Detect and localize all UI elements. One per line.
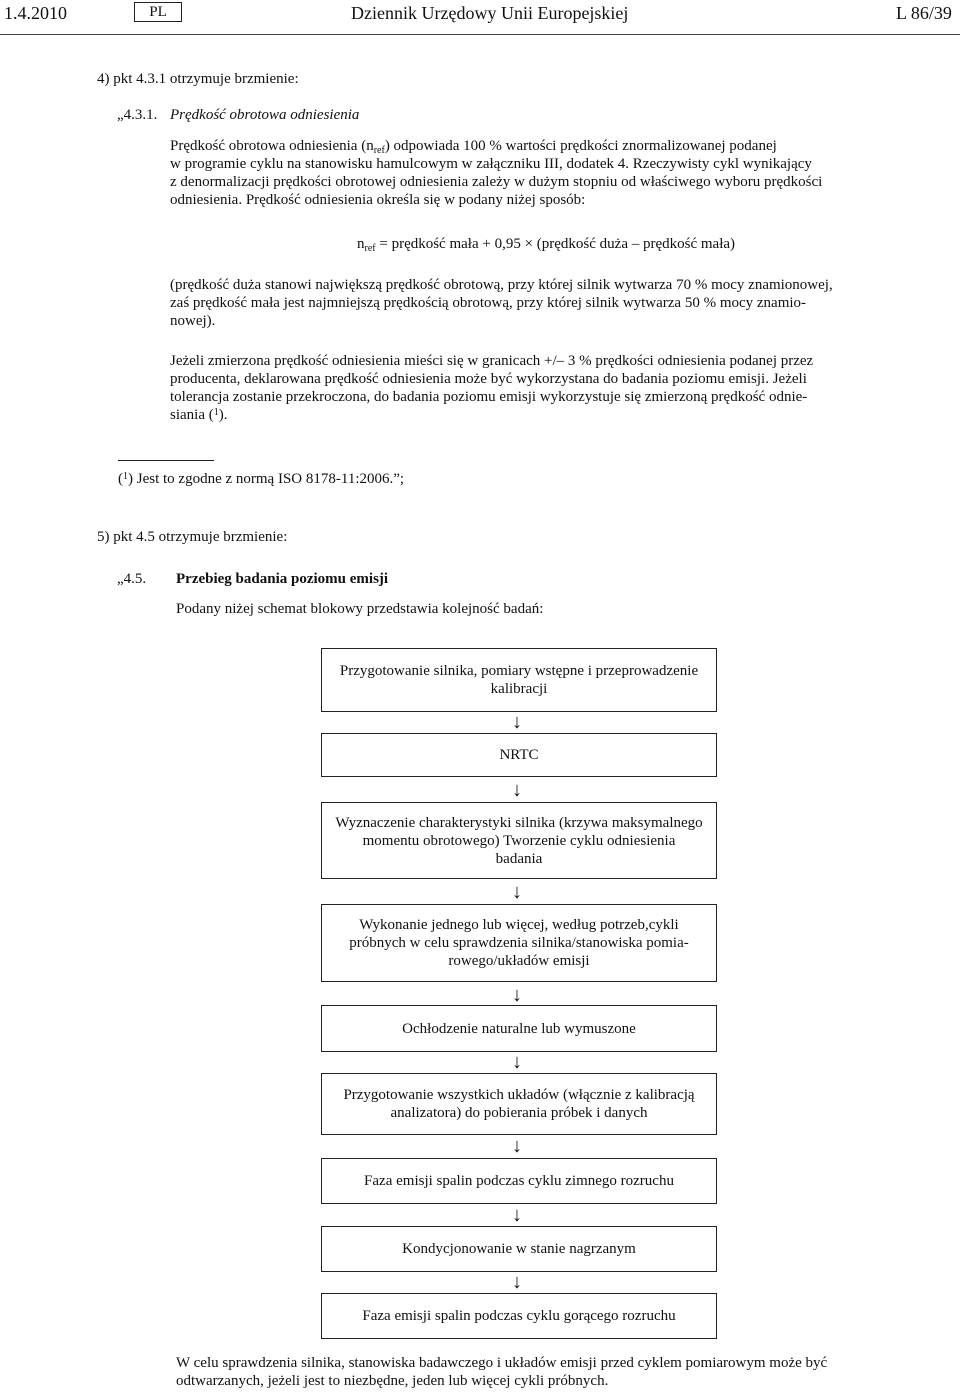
paragraph-line: zaś prędkość mała jest najmniejszą prędkością obrotową, przy której silnik wytwarza 50 % mocy znamio-	[170, 295, 807, 311]
item4-intro: 4) pkt 4.3.1 otrzymuje brzmienie:	[97, 71, 299, 87]
down-arrow-icon: ↓	[512, 1135, 522, 1157]
paragraph-line: siania ($^1$).	[170, 407, 228, 423]
header-date: 1.4.2010	[4, 3, 67, 23]
paragraph-line: W celu sprawdzenia silnika, stanowiska badawczego i układów emisji przed cyklem pomiarowym może być	[176, 1355, 828, 1371]
down-arrow-icon: ↓	[512, 1204, 522, 1226]
flowchart-step-hot-start: Faza emisji spalin podczas cyklu gorącego rozruchu	[321, 1293, 717, 1339]
item5-intro: 5) pkt 4.5 otrzymuje brzmienie:	[97, 529, 288, 545]
closing-paragraph	[176, 1354, 864, 1390]
item4-heading-title: Prędkość obrotowa odniesienia	[170, 107, 360, 123]
down-arrow-icon: ↓	[512, 1051, 522, 1073]
flowchart-step-engine-preparation: Przygotowanie silnika, pomiary wstępne i przeprowadzenie kalibracji	[321, 648, 717, 712]
paragraph-line: tolerancja zostanie przekroczona, do badania poziomu emisji wykorzystuje się zmierzoną prędkość odnie-	[170, 389, 808, 405]
flowchart-lead: Podany niżej schemat blokowy przedstawia kolejność badań:	[176, 601, 544, 617]
paragraph-line: (prędkość duża stanowi największą prędkość obrotową, przy której silnik wytwarza 70 % mocy znamionowej,	[170, 277, 833, 293]
paragraph-line: z denormalizacji prędkości obrotowej odniesienia zależy w dużym stopniu od właściwego wyboru prędkości	[170, 174, 823, 190]
flowchart-step-system-preparation: Przygotowanie wszystkich układów (włącznie z kalibracją analizatora) do pobierania próbek i danych	[321, 1073, 717, 1135]
language-badge: PL	[134, 2, 182, 22]
item4-paragraph-1	[170, 137, 864, 209]
paragraph-line: w programie cyklu na stanowisku hamulcowym w załączniku III, dodatek 4. Rzeczywisty cykl wynikający	[170, 156, 812, 172]
footnote-rule	[118, 460, 214, 461]
down-arrow-icon: ↓	[512, 881, 522, 903]
paragraph-line: nowej).	[170, 313, 216, 329]
down-arrow-icon: ↓	[512, 711, 522, 733]
down-arrow-icon: ↓	[512, 984, 522, 1006]
page-reference: L 86/39	[896, 3, 952, 23]
item5-heading-number: „4.5.	[117, 571, 147, 587]
journal-title: Dziennik Urzędowy Unii Europejskiej	[351, 3, 629, 23]
flowchart-step-cooling: Ochłodzenie naturalne lub wymuszone	[321, 1005, 717, 1052]
down-arrow-icon: ↓	[512, 779, 522, 801]
paragraph-line: Prędkość obrotowa odniesienia $(n_{ref})$ odpowiada 100 % wartości prędkości znormalizowanej podanej	[170, 138, 777, 156]
item5-heading-title: Przebieg badania poziomu emisji	[176, 571, 389, 587]
footnote: ($^1$) Jest to zgodne z normą ISO 8178-11:2006.”;	[118, 471, 405, 487]
paragraph-line: producenta, deklarowana prędkość odniesienia może być wykorzystana do badania poziomu emisji. Jeżeli	[170, 371, 807, 387]
header-rule	[0, 34, 960, 35]
flowchart-step-hot-soak: Kondycjonowanie w stanie nagrzanym	[321, 1226, 717, 1272]
item4-paragraph-3	[170, 352, 864, 424]
flowchart-step-engine-mapping: Wyznaczenie charakterystyki silnika (krzywa maksymalnego momentu obrotowego) Tworzenie cyklu odniesienia badania	[321, 802, 717, 879]
item4-heading-number: „4.3.1.	[117, 107, 158, 123]
paragraph-line: odtwarzanych, jeżeli jest to niezbędne, jeden lub więcej cykli próbnych.	[176, 1373, 609, 1389]
flowchart-step-cold-start: Faza emisji spalin podczas cyklu zimnego rozruchu	[321, 1158, 717, 1204]
flowchart-step-nrtc: NRTC	[321, 733, 717, 777]
paragraph-line: odniesienia. Prędkość odniesienia określa się w podany niżej sposób:	[170, 192, 586, 208]
item4-paragraph-2	[170, 276, 864, 330]
flowchart-step-practice-cycles: Wykonanie jednego lub więcej, według potrzeb,cykli próbnych w celu sprawdzenia silnika/stanowiska pomia- rowego/układów emisji	[321, 904, 717, 982]
reference-speed-formula: $n_{ref}$ = prędkość mała + 0,95 × (prędkość duża – prędkość mała)	[357, 236, 736, 254]
down-arrow-icon: ↓	[512, 1271, 522, 1293]
paragraph-line: Jeżeli zmierzona prędkość odniesienia mieści się w granicach +/– 3 % prędkości odniesienia podanej przez	[170, 353, 814, 369]
